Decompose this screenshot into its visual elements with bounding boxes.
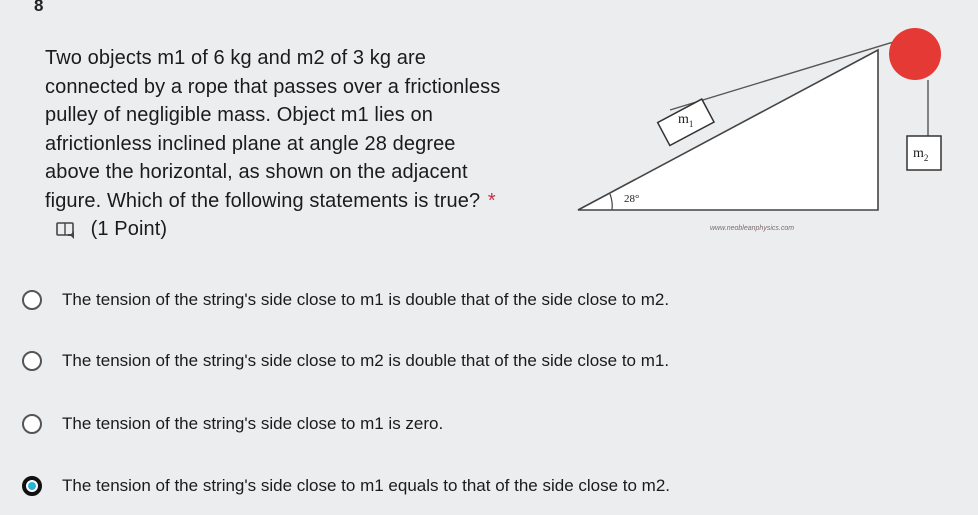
figure-watermark: www.neobleanphysics.com <box>710 225 795 232</box>
angle-label: 28° <box>624 193 640 205</box>
block-m1-label: $m_1$ <box>678 112 694 129</box>
block-m2-label: $m_2$ <box>913 146 929 163</box>
option-4-radio-selected[interactable] <box>22 476 42 496</box>
question-text: Two objects m1 of 6 kg and m2 of 3 kg are connected by a rope that passes over a frictionless pulley of negligible mass. Object m1 lies on africtionless inclined plane at angle 28 degree above the horizontal, as shown on the adjacent figure. Which of the following statements is true? <box>45 47 501 212</box>
option-2-radio[interactable] <box>22 351 42 371</box>
option-4[interactable] <box>22 472 670 500</box>
option-3[interactable] <box>22 410 443 438</box>
option-2-label: The tension of the string's side close to m2 is double that of the side close to m1. <box>62 351 670 370</box>
question-number: 8 <box>34 0 44 15</box>
option-1[interactable] <box>22 286 669 314</box>
option-2[interactable] <box>22 347 669 375</box>
required-marker: * <box>487 189 496 212</box>
option-3-label: The tension of the string's side close to m1 is zero. <box>62 414 444 433</box>
option-3-radio[interactable] <box>22 414 42 434</box>
question-points: (1 Point) <box>90 218 168 240</box>
option-1-label: The tension of the string's side close to m1 is double that of the side close to m2. <box>62 290 670 309</box>
radio-selected-dot <box>26 480 38 492</box>
option-1-radio[interactable] <box>22 290 42 310</box>
option-4-label: The tension of the string's side close to m1 equals to that of the side close to m2. <box>62 476 671 495</box>
